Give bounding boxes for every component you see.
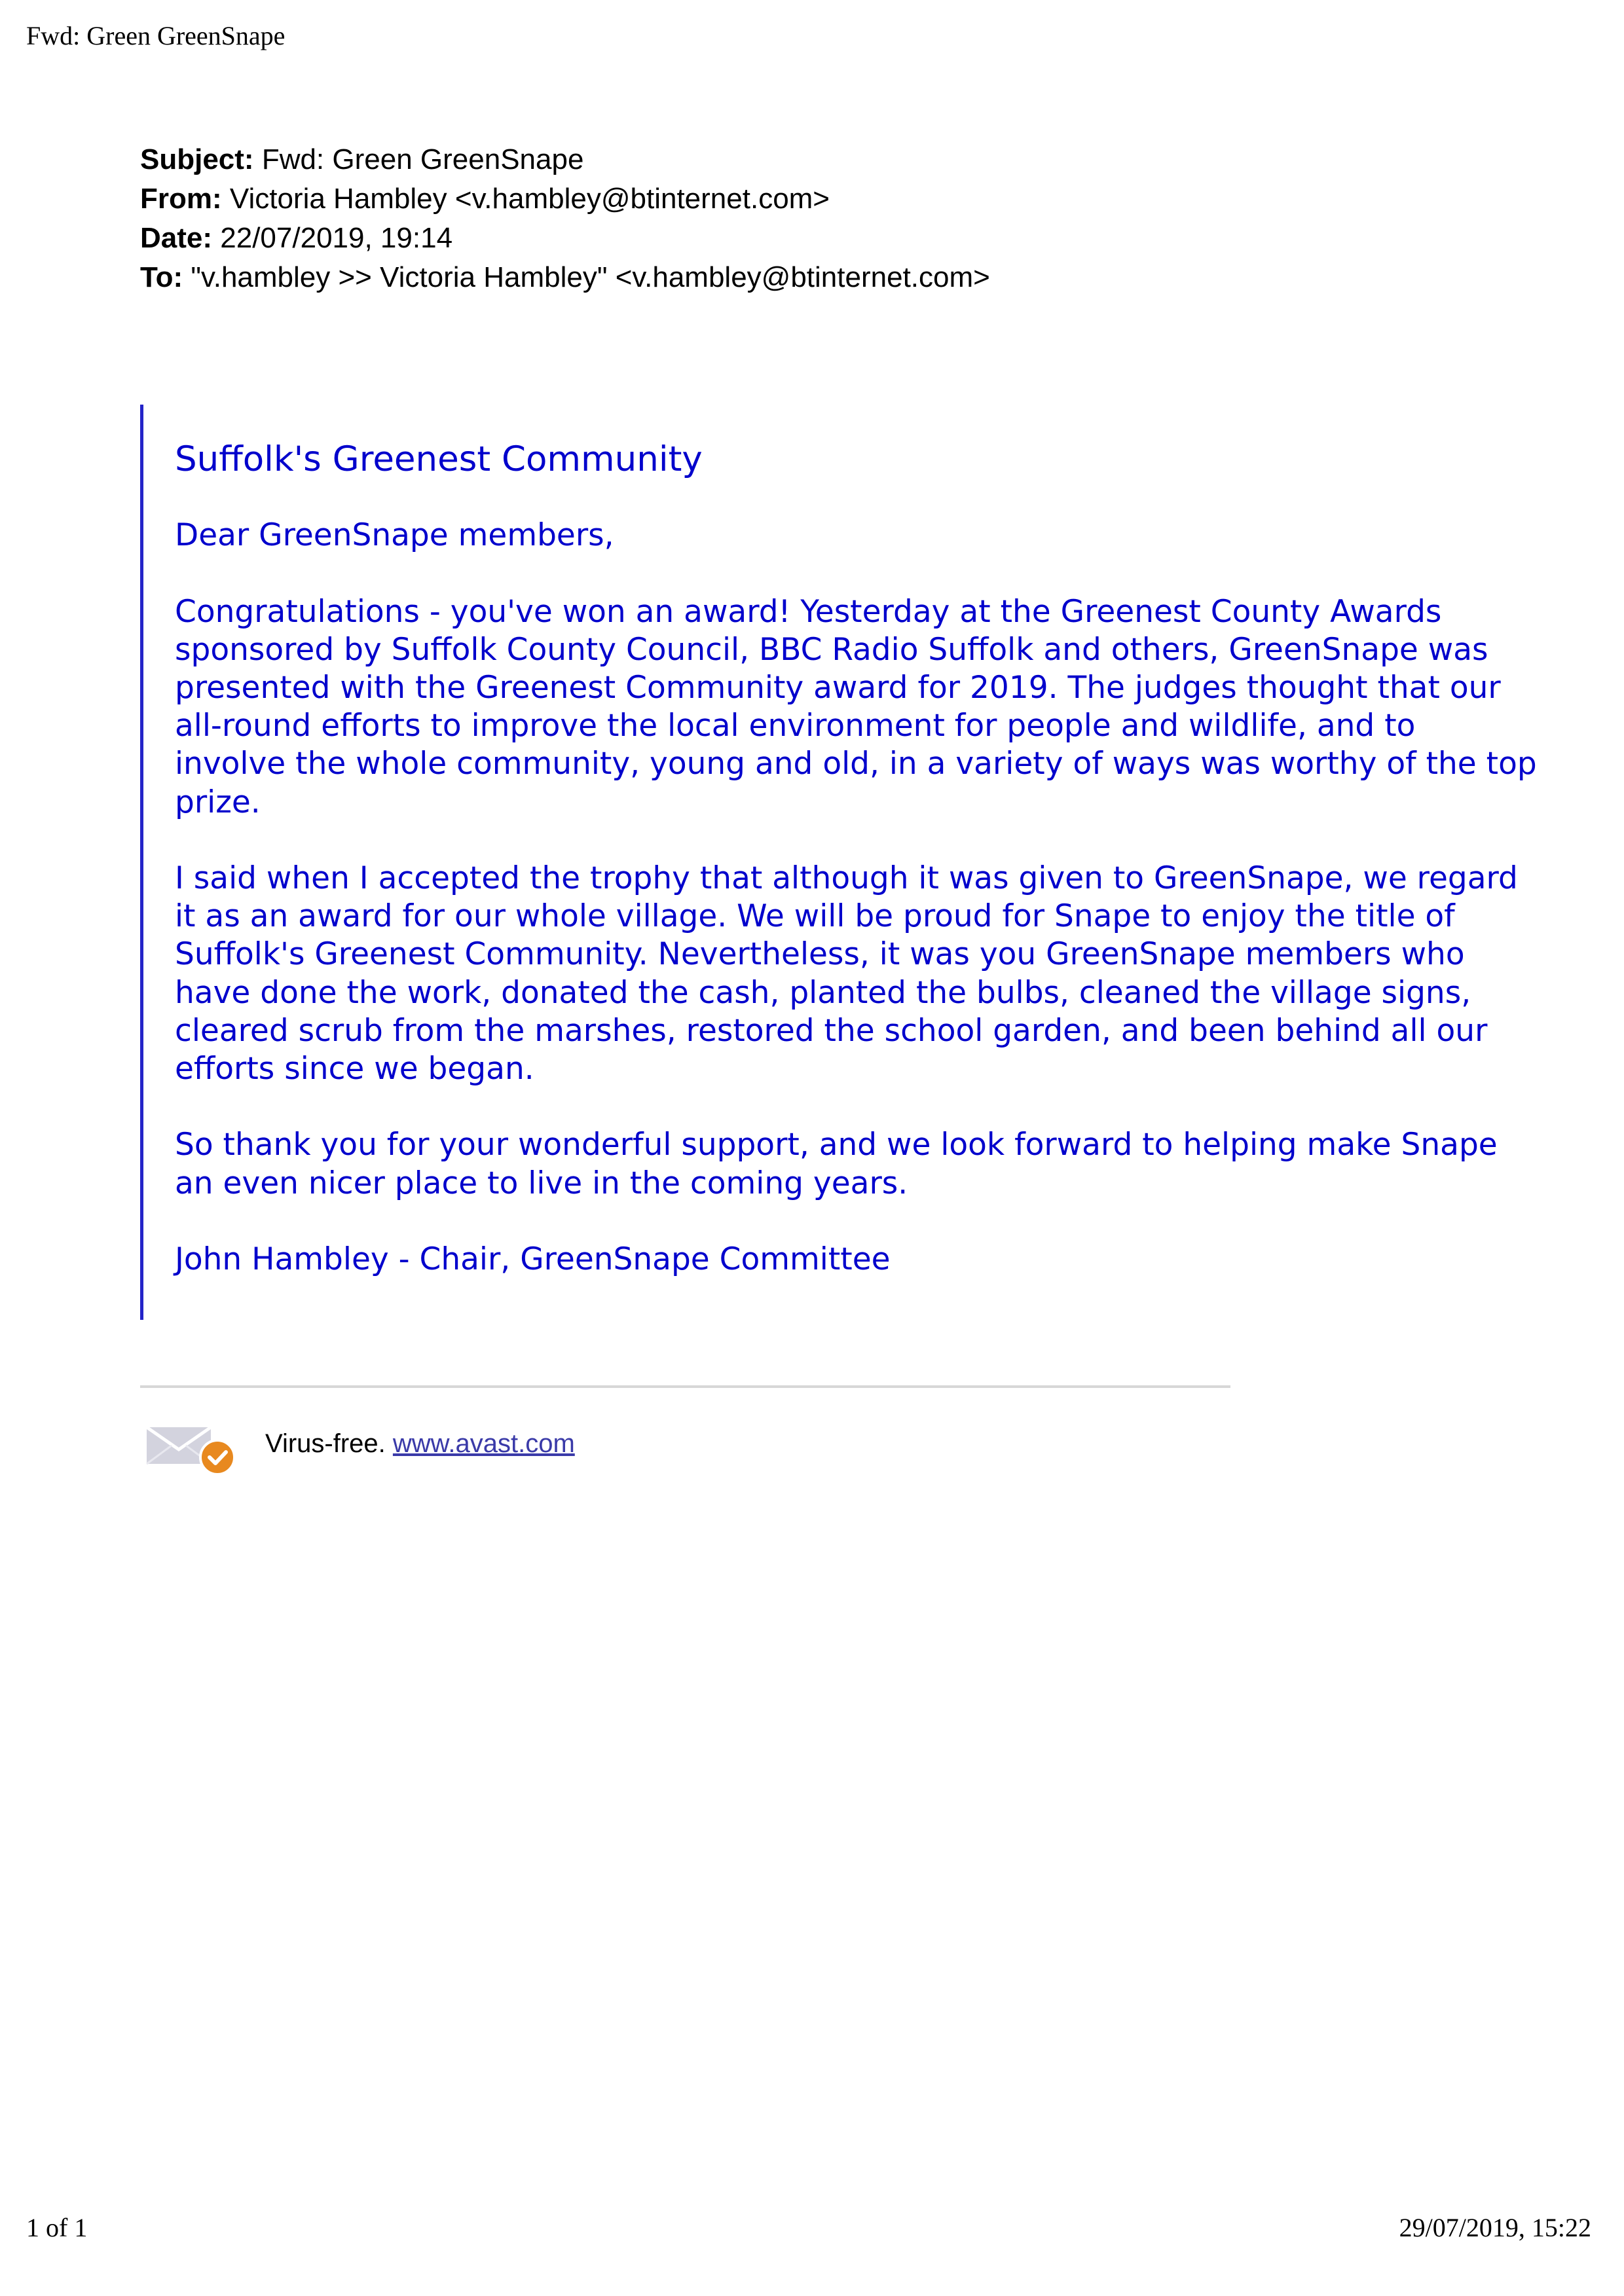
paragraph-line: sponsored by Suffolk County Council, BBC Radio Suffolk and others, GreenSnape was xyxy=(175,631,1488,668)
email-headers xyxy=(140,140,990,297)
print-timestamp: 29/07/2019, 15:22 xyxy=(1399,2213,1591,2242)
avast-link[interactable]: www.avast.com xyxy=(392,1429,575,1458)
paragraph-line: involve the whole community, young and old, in a variety of ways was worthy of the top xyxy=(175,746,1537,782)
date-row xyxy=(140,219,990,258)
page-number: 1 of 1 xyxy=(26,2213,88,2242)
paragraph-line: it as an award for our whole village. We will be proud for Snape to enjoy the title of xyxy=(175,898,1455,935)
message-title: Suffolk's Greenest Community xyxy=(175,439,703,479)
paragraph-line: an even nicer place to live in the coming years. xyxy=(175,1165,908,1201)
subject-row xyxy=(140,140,990,179)
subject-value: Fwd: Green GreenSnape xyxy=(261,143,584,175)
greeting: Dear GreenSnape members, xyxy=(175,517,614,554)
paragraph-line: Suffolk's Greenest Community. Nevertheless, it was you GreenSnape members who xyxy=(175,936,1465,973)
paragraph-3 xyxy=(175,1126,1498,1202)
paragraph-line: Congratulations - you've won an award! Yesterday at the Greenest County Awards xyxy=(175,593,1442,630)
from-label: From: xyxy=(140,183,222,215)
date-label: Date: xyxy=(140,222,213,254)
paragraph-line: all-round efforts to improve the local environment for people and wildlife, and to xyxy=(175,708,1416,744)
message-body xyxy=(175,439,1537,1317)
virus-free-note xyxy=(265,1427,575,1460)
quoted-message xyxy=(140,405,1537,1320)
virus-free-text: Virus-free. xyxy=(265,1429,386,1458)
to-label: To: xyxy=(140,261,183,293)
from-row xyxy=(140,179,990,219)
paragraph-line: cleared scrub from the marshes, restored the school garden, and been behind all our xyxy=(175,1012,1488,1049)
paragraph-line: prize. xyxy=(175,784,261,820)
paragraph-line: have done the work, donated the cash, planted the bulbs, cleaned the village signs, xyxy=(175,974,1471,1011)
signature: John Hambley - Chair, GreenSnape Committee xyxy=(175,1241,891,1277)
paragraph-line: So thank you for your wonderful support, and we look forward to helping make Snape xyxy=(175,1127,1498,1163)
print-header-title: Fwd: Green GreenSnape xyxy=(26,21,286,50)
subject-label: Subject: xyxy=(140,143,254,175)
signature-divider xyxy=(140,1385,1230,1388)
envelope-check-icon xyxy=(145,1415,237,1476)
from-value: Victoria Hambley <v.hambley@btinternet.com> xyxy=(229,183,830,215)
paragraph-2 xyxy=(175,860,1518,1088)
to-row xyxy=(140,258,990,297)
date-value: 22/07/2019, 19:14 xyxy=(220,222,453,254)
paragraph-line: presented with the Greenest Community award for 2019. The judges thought that our xyxy=(175,670,1501,706)
to-value: "v.hambley >> Victoria Hambley" <v.hambley@btinternet.com> xyxy=(191,261,990,293)
paragraph-line: efforts since we began. xyxy=(175,1051,534,1087)
paragraph-1 xyxy=(175,593,1537,822)
paragraph-line: I said when I accepted the trophy that although it was given to GreenSnape, we regard xyxy=(175,860,1518,896)
